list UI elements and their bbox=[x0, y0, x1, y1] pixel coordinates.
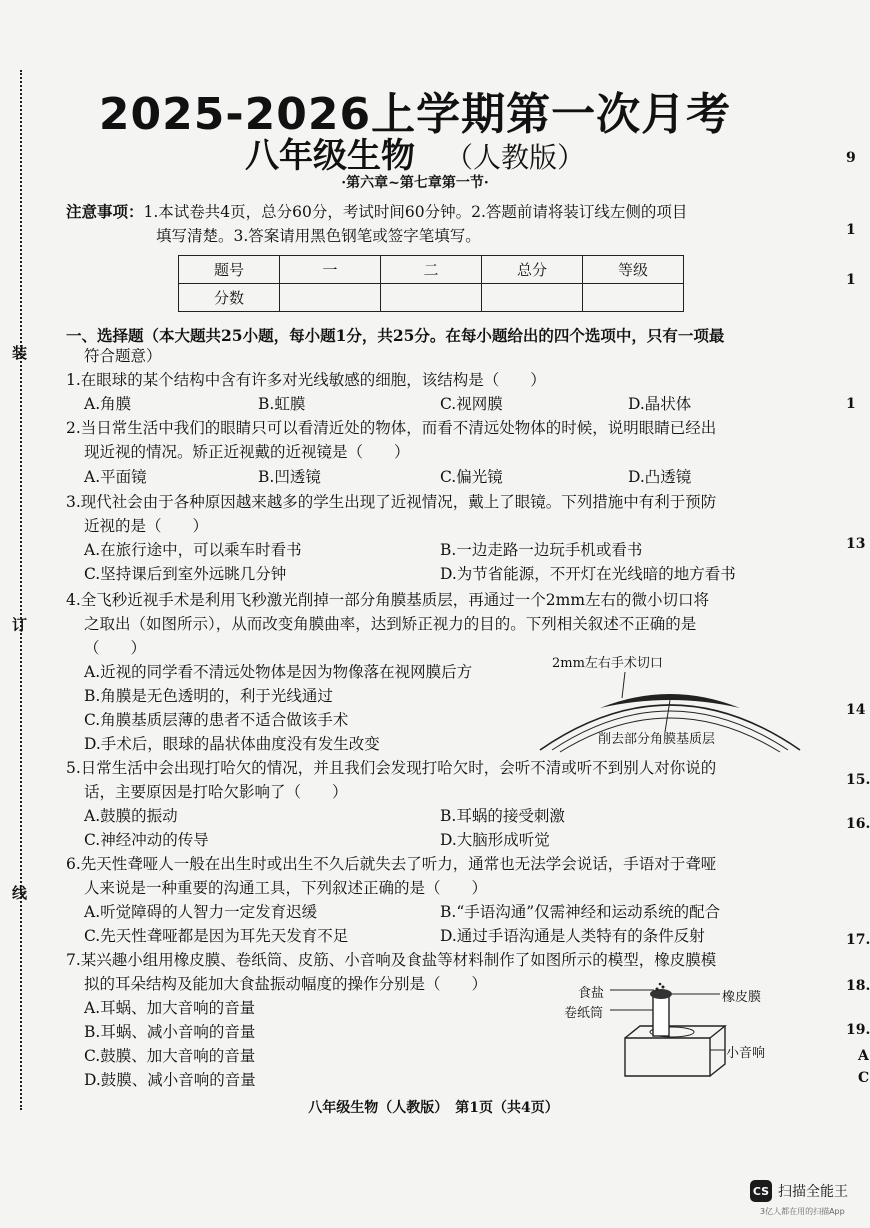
subject-name: 八年级生物 bbox=[244, 136, 415, 176]
exam-subtitle bbox=[60, 128, 770, 177]
scanner-tagline: 3亿人都在用的扫描App bbox=[760, 1207, 845, 1216]
q7-stem-line-2: 拟的耳朵结构及能加大食盐振动幅度的操作分别是（ ） bbox=[84, 975, 488, 993]
q6-option-d[interactable]: D.通过手语沟通是人类特有的条件反射 bbox=[440, 927, 705, 945]
q5-option-d[interactable]: D.大脑形成听觉 bbox=[440, 831, 550, 849]
notes-line-1: 1.本试卷共4页，总分60分，考试时间60分钟。2.答题前请将装订线左侧的项目 bbox=[143, 203, 688, 221]
q3-option-c[interactable]: C.坚持课后到室外远眺几分钟 bbox=[84, 565, 287, 583]
q3-option-b[interactable]: B.一边走路一边玩手机或看书 bbox=[440, 541, 643, 559]
q6-option-a[interactable]: A.听觉障碍的人智力一定发育迟缓 bbox=[84, 903, 318, 921]
binding-label-ding: 订 bbox=[12, 616, 28, 634]
q3-option-d[interactable]: D.为节省能源，不开灯在光线暗的地方看书 bbox=[440, 565, 736, 583]
q1-stem: 1.在眼球的某个结构中含有许多对光线敏感的细胞，该结构是（ ） bbox=[66, 371, 546, 389]
figure-label-incision: 2mm左右手术切口 bbox=[552, 656, 663, 671]
notes-block bbox=[66, 200, 806, 248]
edge-number: 1 bbox=[846, 396, 856, 412]
q5-stem-line-2: 话，主要原因是打哈欠影响了（ ） bbox=[84, 783, 348, 801]
table-cell: 二 bbox=[381, 256, 482, 284]
edge-number: 1 bbox=[846, 272, 856, 288]
edge-number: 16. bbox=[846, 816, 870, 832]
q2-stem-line-1: 2.当日常生活中我们的眼睛只可以看清近处的物体，而看不清远处物体的时候，说明眼睛已经出 bbox=[66, 419, 717, 437]
q1-option-d[interactable]: D.晶状体 bbox=[628, 395, 692, 413]
q7-option-d[interactable]: D.鼓膜、减小音响的音量 bbox=[84, 1071, 256, 1089]
q5-stem-line-1: 5.日常生活中会出现打哈欠的情况，并且我们会发现打哈欠时，会听不清或听不到别人对你说的 bbox=[66, 759, 717, 777]
q2-option-b[interactable]: B.凹透镜 bbox=[258, 468, 321, 486]
edition-label: （人教版） bbox=[444, 141, 585, 174]
binding-label-zhuang: 装 bbox=[12, 344, 28, 362]
q6-option-b[interactable]: B.“手语沟通”仅需神经和运动系统的配合 bbox=[440, 903, 721, 921]
edge-number: 14 bbox=[846, 702, 866, 718]
q3-stem-line-1: 3.现代社会由于各种原因越来越多的学生出现了近视情况，戴上了眼镜。下列措施中有利于预防 bbox=[66, 493, 717, 511]
table-cell[interactable] bbox=[280, 284, 381, 312]
q7-option-c[interactable]: C.鼓膜、加大音响的音量 bbox=[84, 1047, 256, 1065]
binding-label-xian: 线 bbox=[12, 884, 28, 902]
edge-letter: C bbox=[858, 1070, 870, 1086]
notes-label: 注意事项： bbox=[66, 203, 144, 221]
q6-option-c[interactable]: C.先天性聋哑都是因为耳先天发育不足 bbox=[84, 927, 349, 945]
table-cell: 题号 bbox=[179, 256, 280, 284]
section-1-header-line-2: 符合题意） bbox=[84, 347, 162, 365]
edge-number: 19. bbox=[846, 1022, 870, 1038]
table-cell: 等级 bbox=[583, 256, 684, 284]
exam-scope: ·第六章~第七章第一节· bbox=[341, 175, 489, 191]
q5-option-b[interactable]: B.耳蜗的接受刺激 bbox=[440, 807, 565, 825]
q4-option-c[interactable]: C.角膜基质层薄的患者不适合做该手术 bbox=[84, 711, 349, 729]
q2-option-a[interactable]: A.平面镜 bbox=[84, 468, 147, 486]
scanner-watermark bbox=[750, 1180, 848, 1202]
table-cell[interactable] bbox=[482, 284, 583, 312]
q4-stem-line-1: 4.全飞秒近视手术是利用飞秒激光削掉一部分角膜基质层，再通过一个2mm左右的微小切口将 bbox=[66, 591, 710, 609]
table-cell: 分数 bbox=[179, 284, 280, 312]
q1-option-c[interactable]: C.视网膜 bbox=[440, 395, 503, 413]
scanner-logo-icon: CS bbox=[750, 1180, 772, 1202]
section-1-header-line-1: 一、选择题（本大题共25小题，每小题1分，共25分。在每小题给出的四个选项中，只有一项最 bbox=[66, 326, 725, 345]
edge-number: 1 bbox=[846, 222, 856, 238]
score-table-score-row bbox=[179, 284, 684, 312]
edge-number: 17. bbox=[846, 932, 870, 948]
edge-number: 13 bbox=[846, 536, 866, 552]
table-cell: 一 bbox=[280, 256, 381, 284]
edge-number: 18. bbox=[846, 978, 870, 994]
q5-option-c[interactable]: C.神经冲动的传导 bbox=[84, 831, 209, 849]
cornea-surgery-figure bbox=[530, 650, 810, 760]
edge-letter: A bbox=[858, 1048, 869, 1064]
scanner-name: 扫描全能王 bbox=[778, 1184, 848, 1200]
table-cell[interactable] bbox=[381, 284, 482, 312]
q2-stem-line-2: 现近视的情况。矫正近视戴的近视镜是（ ） bbox=[84, 443, 410, 461]
table-cell[interactable] bbox=[583, 284, 684, 312]
q2-option-d[interactable]: D.凸透镜 bbox=[628, 468, 692, 486]
speaker-model-figure bbox=[560, 978, 780, 1090]
binding-dotted-line bbox=[20, 70, 22, 1110]
q1-option-b[interactable]: B.虹膜 bbox=[258, 395, 306, 413]
notes-line-2: 填写清楚。3.答案请用黑色钢笔或签字笔填写。 bbox=[156, 227, 481, 245]
figure-label-stroma: 削去部分角膜基质层 bbox=[598, 732, 716, 747]
page-footer: 八年级生物（人教版） 第1页（共4页） bbox=[308, 1100, 559, 1116]
score-table bbox=[178, 255, 684, 312]
table-cell: 总分 bbox=[482, 256, 583, 284]
edge-number: 15. bbox=[846, 772, 870, 788]
q6-stem-line-1: 6.先天性聋哑人一般在出生时或出生不久后就失去了听力，通常也无法学会说话，手语对于聋哑 bbox=[66, 855, 717, 873]
score-table-header-row bbox=[179, 256, 684, 284]
q2-option-c[interactable]: C.偏光镜 bbox=[440, 468, 503, 486]
q6-stem-line-2: 人来说是一种重要的沟通工具，下列叙述正确的是（ ） bbox=[84, 879, 488, 897]
q4-option-d[interactable]: D.手术后，眼球的晶状体曲度没有发生改变 bbox=[84, 735, 380, 753]
q4-option-a[interactable]: A.近视的同学看不清远处物体是因为物像落在视网膜后方 bbox=[84, 663, 473, 681]
q4-option-b[interactable]: B.角膜是无色透明的，利于光线通过 bbox=[84, 687, 333, 705]
exam-title: 2025-2026上学期第一次月考 bbox=[98, 89, 732, 140]
edge-number: 9 bbox=[846, 150, 856, 166]
figure-label-speaker: 小音响 bbox=[726, 1046, 766, 1061]
q5-option-a[interactable]: A.鼓膜的振动 bbox=[84, 807, 178, 825]
figure-label-salt: 食盐 bbox=[578, 986, 605, 1001]
q4-stem-line-2: 之取出（如图所示），从而改变角膜曲率，达到矫正视力的目的。下列相关叙述不正确的是 bbox=[84, 615, 697, 633]
figure-label-paper-tube: 卷纸筒 bbox=[564, 1006, 604, 1021]
q7-option-b[interactable]: B.耳蜗、减小音响的音量 bbox=[84, 1023, 256, 1041]
q1-option-a[interactable]: A.角膜 bbox=[84, 395, 132, 413]
q7-option-a[interactable]: A.耳蜗、加大音响的音量 bbox=[84, 999, 256, 1017]
q7-stem-line-1: 7.某兴趣小组用橡皮膜、卷纸筒、皮筋、小音响及食盐等材料制作了如图所示的模型，橡皮膜模 bbox=[66, 951, 717, 969]
q3-stem-line-2: 近视的是（ ） bbox=[84, 517, 209, 535]
figure-label-rubber-membrane: 橡皮膜 bbox=[722, 990, 762, 1005]
q4-stem-line-3: （ ） bbox=[84, 639, 147, 657]
q3-option-a[interactable]: A.在旅行途中，可以乘车时看书 bbox=[84, 541, 302, 559]
